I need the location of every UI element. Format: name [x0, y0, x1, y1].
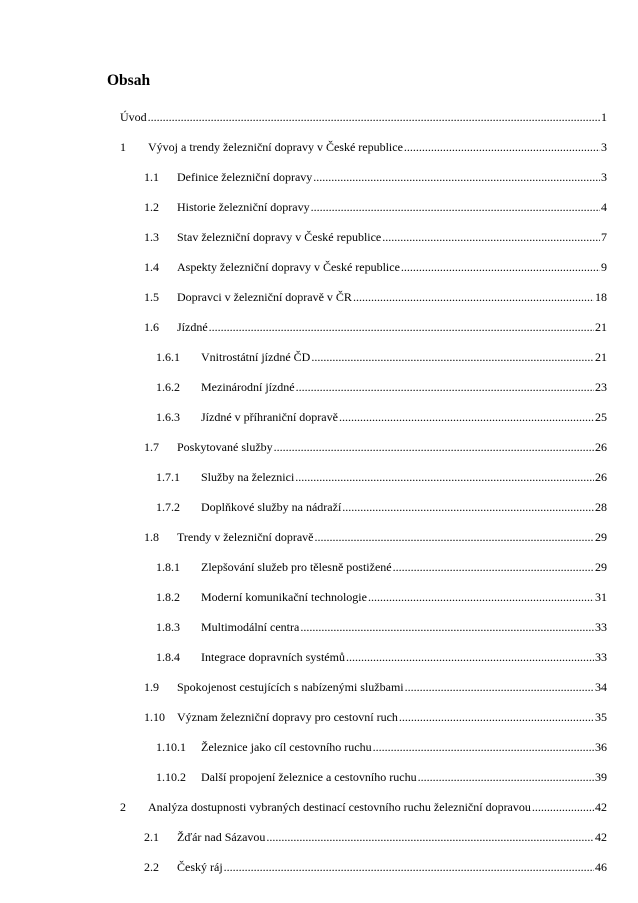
- toc-dot-leader: [339, 410, 594, 424]
- toc-entry-title: Jízdné v příhraniční dopravě: [201, 410, 338, 424]
- toc-dot-leader: [224, 860, 594, 874]
- toc-entry-page: 1: [601, 110, 607, 124]
- toc-entry-page: 42: [595, 830, 607, 844]
- toc-entry-page: 35: [595, 710, 607, 724]
- toc-entry-title: Úvod: [120, 110, 147, 124]
- toc-entry[interactable]: [144, 854, 607, 874]
- toc-dot-leader: [148, 110, 600, 124]
- toc-entry-number: 1.7: [144, 440, 159, 454]
- toc-entry-page: 3: [601, 170, 607, 184]
- toc-entry[interactable]: [156, 554, 607, 574]
- toc-entry-number: 1.6.1: [156, 350, 180, 364]
- toc-entry-title: Moderní komunikační technologie: [201, 590, 367, 604]
- toc-entry-title: Analýza dostupnosti vybraných destinací cestovního ruchu železniční dopravou: [148, 800, 531, 814]
- toc-entry-page: 46: [595, 860, 607, 874]
- toc-entry[interactable]: [156, 374, 607, 394]
- toc-entry-number: 1.6: [144, 320, 159, 334]
- toc-entry-page: 31: [595, 590, 607, 604]
- toc-entry-page: 21: [595, 320, 607, 334]
- toc-entry-title: Žďár nad Sázavou: [177, 830, 266, 844]
- toc-entry-page: 21: [595, 350, 607, 364]
- toc-entry-page: 4: [601, 200, 607, 214]
- toc-entry-title: Integrace dopravních systémů: [201, 650, 345, 664]
- toc-dot-leader: [209, 320, 594, 334]
- toc-entry-title: Dopravci v železniční dopravě v ČR: [177, 290, 352, 304]
- toc-entry-page: 9: [601, 260, 607, 274]
- toc-entry[interactable]: [156, 494, 607, 514]
- toc-entry[interactable]: [144, 224, 607, 244]
- toc-entry-title: Železnice jako cíl cestovního ruchu: [201, 740, 372, 754]
- toc-entry-number: 1.10.2: [156, 770, 186, 784]
- toc-entry-title: Poskytované služby: [177, 440, 273, 454]
- toc-entry[interactable]: [156, 764, 607, 784]
- toc-entry[interactable]: [156, 404, 607, 424]
- toc-entry[interactable]: [144, 314, 607, 334]
- toc-entry-title: Spokojenost cestujících s nabízenými službami: [177, 680, 404, 694]
- toc-entry[interactable]: [156, 734, 607, 754]
- toc-entry-title: Doplňkové služby na nádraží: [201, 500, 342, 514]
- toc-entry-title: Multimodální centra: [201, 620, 300, 634]
- toc-entry[interactable]: [156, 614, 607, 634]
- toc-entry-number: 2.1: [144, 830, 159, 844]
- toc-dot-leader: [418, 770, 594, 784]
- toc-entry-number: 1.3: [144, 230, 159, 244]
- toc-entry[interactable]: [144, 524, 607, 544]
- toc-heading: Obsah: [107, 72, 151, 89]
- toc-entry-number: 1.8.2: [156, 590, 180, 604]
- toc-entry-page: 29: [595, 530, 607, 544]
- toc-entry-page: 28: [595, 500, 607, 514]
- toc-entry-page: 3: [601, 140, 607, 154]
- toc-entry[interactable]: [144, 704, 607, 724]
- toc-dot-leader: [353, 290, 594, 304]
- toc-dot-leader: [382, 230, 600, 244]
- toc-entry-number: 1.4: [144, 260, 159, 274]
- toc-entry-number: 1.10: [144, 710, 165, 724]
- toc-entry-number: 1.8: [144, 530, 159, 544]
- toc-dot-leader: [296, 380, 594, 394]
- toc-dot-leader: [399, 710, 594, 724]
- toc-entry[interactable]: [156, 584, 607, 604]
- toc-entry-title: Mezinárodní jízdné: [201, 380, 295, 394]
- toc-dot-leader: [311, 200, 600, 214]
- toc-entry-page: 18: [595, 290, 607, 304]
- toc-dot-leader: [313, 170, 600, 184]
- toc-entry-title: Definice železniční dopravy: [177, 170, 313, 184]
- toc-entry-page: 34: [595, 680, 607, 694]
- toc-entry-number: 1.8.4: [156, 650, 180, 664]
- toc-entry[interactable]: [144, 284, 607, 304]
- toc-entry-number: 2.2: [144, 860, 159, 874]
- toc-dot-leader: [295, 470, 594, 484]
- toc-entry[interactable]: [144, 674, 607, 694]
- toc-dot-leader: [311, 350, 594, 364]
- toc-dot-leader: [315, 530, 594, 544]
- toc-entry-number: 1.9: [144, 680, 159, 694]
- toc-entry-title: Jízdné: [177, 320, 208, 334]
- toc-dot-leader: [373, 740, 594, 754]
- toc-entry-number: 1.8.3: [156, 620, 180, 634]
- toc-entry-title: Vývoj a trendy železniční dopravy v České republice: [148, 140, 403, 154]
- toc-entry[interactable]: [144, 254, 607, 274]
- toc-entry[interactable]: [156, 344, 607, 364]
- toc-entry[interactable]: [156, 644, 607, 664]
- toc-entry[interactable]: [120, 104, 607, 124]
- toc-entry[interactable]: [144, 194, 607, 214]
- toc-dot-leader: [274, 440, 594, 454]
- toc-entry-page: 36: [595, 740, 607, 754]
- toc-entry-number: 1.1: [144, 170, 159, 184]
- toc-entry-title: Stav železniční dopravy v České republice: [177, 230, 382, 244]
- toc-dot-leader: [368, 590, 594, 604]
- toc-entry[interactable]: [144, 434, 607, 454]
- toc-entry[interactable]: [120, 794, 607, 814]
- toc-dot-leader: [342, 500, 594, 514]
- toc-entry-title: Trendy v železniční dopravě: [177, 530, 314, 544]
- toc-entry-page: 39: [595, 770, 607, 784]
- toc-dot-leader: [405, 680, 594, 694]
- toc-dot-leader: [393, 560, 594, 574]
- toc-entry-page: 42: [595, 800, 607, 814]
- toc-dot-leader: [404, 140, 600, 154]
- toc-entry-number: 1: [120, 140, 126, 154]
- toc-entry-number: 1.7.2: [156, 500, 180, 514]
- toc-entry-title: Zlepšování služeb pro tělesně postižené: [201, 560, 392, 574]
- toc-entry-number: 1.10.1: [156, 740, 186, 754]
- toc-entry-title: Význam železniční dopravy pro cestovní ruch: [177, 710, 398, 724]
- toc-entry-title: Služby na železnici: [201, 470, 295, 484]
- toc-entry-number: 1.5: [144, 290, 159, 304]
- toc-entry[interactable]: [144, 824, 607, 844]
- toc-entry-number: 1.7.1: [156, 470, 180, 484]
- toc-entry-number: 1.8.1: [156, 560, 180, 574]
- toc-entry[interactable]: [156, 464, 607, 484]
- toc-entry-page: 33: [595, 650, 607, 664]
- toc-entry-title: Aspekty železniční dopravy v České republice: [177, 260, 400, 274]
- toc-entry-page: 26: [595, 470, 607, 484]
- toc-entry-page: 29: [595, 560, 607, 574]
- toc-entry-title: Vnitrostátní jízdné ČD: [201, 350, 311, 364]
- toc-entry-page: 25: [595, 410, 607, 424]
- toc-dot-leader: [300, 620, 594, 634]
- toc-entry-number: 2: [120, 800, 126, 814]
- toc-entry-number: 1.6.2: [156, 380, 180, 394]
- toc-entry-page: 26: [595, 440, 607, 454]
- toc-entry[interactable]: [144, 164, 607, 184]
- toc-entry-page: 33: [595, 620, 607, 634]
- toc-entry-page: 7: [601, 230, 607, 244]
- toc-dot-leader: [401, 260, 600, 274]
- toc-dot-leader: [266, 830, 594, 844]
- toc-entry-number: 1.2: [144, 200, 159, 214]
- toc-dot-leader: [346, 650, 594, 664]
- toc-entry-number: 1.6.3: [156, 410, 180, 424]
- toc-entry[interactable]: [120, 134, 607, 154]
- toc-entry-title: Historie železniční dopravy: [177, 200, 310, 214]
- toc-dot-leader: [532, 800, 594, 814]
- toc-entry-title: Další propojení železnice a cestovního ruchu: [201, 770, 417, 784]
- toc-entry-page: 23: [595, 380, 607, 394]
- toc-entry-title: Český ráj: [177, 860, 223, 874]
